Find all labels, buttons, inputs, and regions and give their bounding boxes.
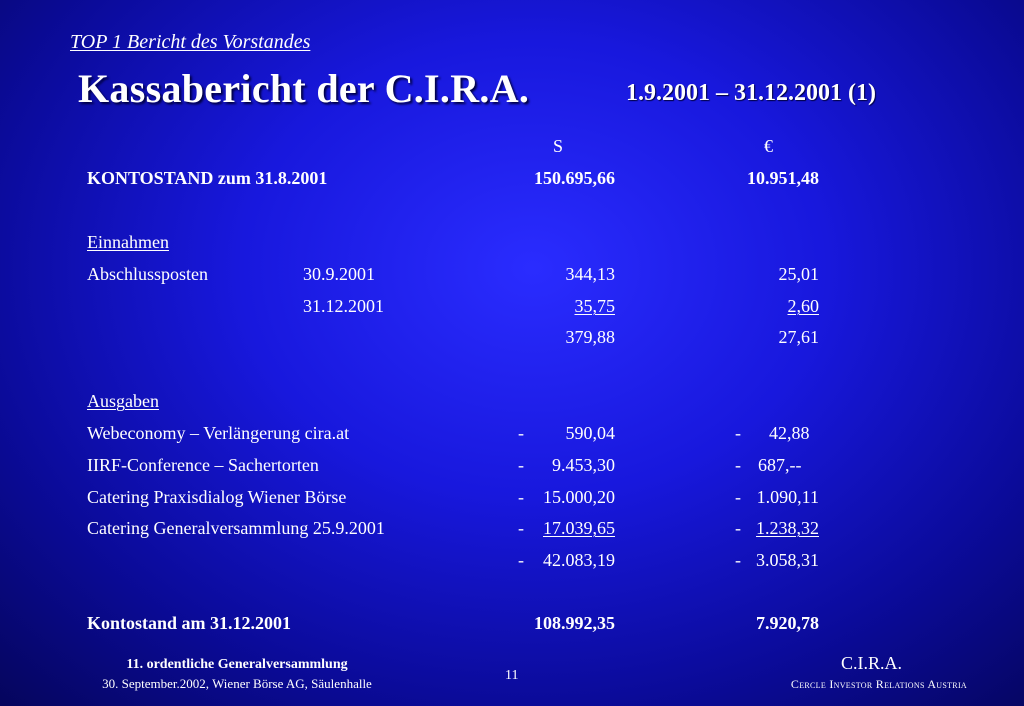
slide-title: Kassabericht der C.I.R.A. <box>78 66 530 111</box>
expense-usd-sign: - <box>518 518 524 538</box>
closing-balance-usd: 108.992,35 <box>534 613 615 633</box>
expense-eur-sign: - <box>735 455 741 475</box>
income-date: 30.9.2001 <box>303 264 375 284</box>
expense-eur-sign: - <box>735 423 741 443</box>
expenses-total-usd: 42.083,19 <box>543 550 615 570</box>
income-usd: 344,13 <box>565 264 615 284</box>
income-eur: 25,01 <box>778 264 819 284</box>
expense-usd-sign: - <box>518 455 524 475</box>
expense-eur-sign: - <box>735 487 741 507</box>
expense-label: IIRF-Conference – Sachertorten <box>87 455 319 475</box>
expense-usd-sign: - <box>518 487 524 507</box>
expense-label: Catering Praxisdialog Wiener Börse <box>87 487 347 507</box>
expense-eur: 1.238,32 <box>756 518 819 538</box>
expenses-heading: Ausgaben <box>87 391 159 411</box>
expense-usd: 590,04 <box>565 423 615 443</box>
expense-usd: 15.000,20 <box>543 487 615 507</box>
page-number: 11 <box>505 668 519 683</box>
income-item-label: Abschlussposten <box>87 264 208 284</box>
income-usd: 35,75 <box>574 296 615 316</box>
opening-balance-eur: 10.951,48 <box>747 168 819 188</box>
income-total-eur: 27,61 <box>778 327 819 347</box>
closing-balance-label: Kontostand am 31.12.2001 <box>87 613 292 633</box>
column-header-usd: S <box>553 136 564 156</box>
org-full-name: Cercle Investor Relations Austria <box>790 677 967 691</box>
expenses-total-usd-sign: - <box>518 550 524 570</box>
expenses-total-eur-sign: - <box>735 550 741 570</box>
income-date: 31.12.2001 <box>303 296 384 316</box>
expenses-total-eur: 3.058,31 <box>756 550 819 570</box>
expense-usd: 17.039,65 <box>543 518 615 538</box>
expense-usd: 9.453,30 <box>552 455 615 475</box>
expense-eur: 1.090,11 <box>756 487 819 507</box>
expense-eur: 687,-- <box>758 455 802 475</box>
footer-event: 11. ordentliche Generalversammlung <box>126 657 348 672</box>
org-name: C.I.R.A. <box>840 653 902 673</box>
period-label: 1.9.2001 – 31.12.2001 (1) <box>626 80 876 106</box>
expense-eur-sign: - <box>735 518 741 538</box>
opening-balance-usd: 150.695,66 <box>534 168 615 188</box>
opening-balance-label: KONTOSTAND zum 31.8.2001 <box>87 168 328 188</box>
closing-balance-eur: 7.920,78 <box>756 613 819 633</box>
income-heading: Einnahmen <box>87 232 169 252</box>
income-eur: 2,60 <box>787 296 819 316</box>
income-total-usd: 379,88 <box>565 327 615 347</box>
footer-venue: 30. September.2002, Wiener Börse AG, Säulenhalle <box>102 676 372 691</box>
expense-usd-sign: - <box>518 423 524 443</box>
column-header-eur: € <box>764 136 773 156</box>
expense-eur: 42,88 <box>769 423 810 443</box>
expense-label: Catering Generalversammlung 25.9.2001 <box>87 518 385 538</box>
expense-label: Webeconomy – Verlängerung cira.at <box>87 423 350 443</box>
section-label: TOP 1 Bericht des Vorstandes <box>70 31 311 53</box>
